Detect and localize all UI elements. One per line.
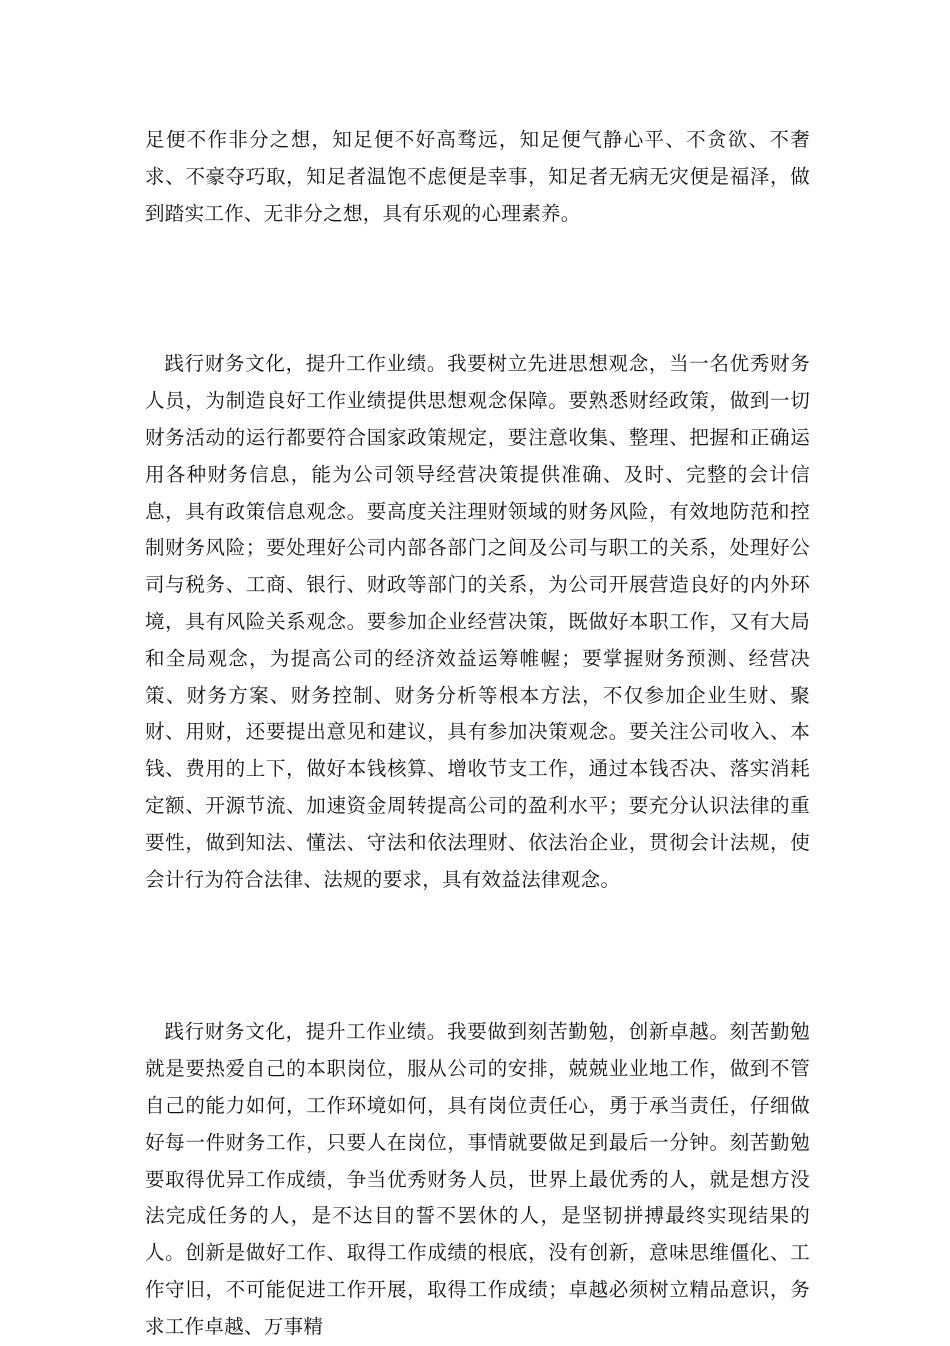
document-body: [145, 122, 810, 1346]
paragraph-1: 足便不作非分之想，知足便不好高骛远，知足便气静心平、不贪欲、不奢求、不豪夺巧取，知足者温饱不虑便是幸事，知足者无病无灾便是福泽，做到踏实工作、无非分之想，具有乐观的心理素养。: [145, 128, 810, 225]
paragraph-3: 践行财务文化，提升工作业绩。我要做到刻苦勤勉，创新卓越。刻苦勤勉就是要热爱自己的本职岗位，服从公司的安排，兢兢业业地工作，做到不管自己的能力如何，工作环境如何，具有岗位责任心，勇于承当责任，仔细做好每一件财务工作，只要人在岗位，事情就要做足到最后一分钟。刻苦勤勉要取得优异工作成绩，争当优秀财务人员，世界上最优秀的人，就是想方没法完成任务的人，是不达目的誓不罢休的人，是坚韧拼搏最终实现结果的人。创新是做好工作、取得工作成绩的根底，没有创新，意味思维僵化、工作守旧，不可能促进工作开展，取得工作成绩；卓越必须树立精品意识，务求工作卓越、万事精: [145, 1020, 810, 1338]
paragraph-2: 践行财务文化，提升工作业绩。我要树立先进思想观念，当一名优秀财务人员，为制造良好工作业绩提供思想观念保障。要熟悉财经政策，做到一切财务活动的运行都要符合国家政策规定，要注意收集、整理、把握和正确运用各种财务信息，能为公司领导经营决策提供准确、及时、完整的会计信息，具有政策信息观念。要高度关注理财领域的财务风险，有效地防范和控制财务风险；要处理好公司内部各部门之间及公司与职工的关系，处理好公司与税务、工商、银行、财政等部门的关系，为公司开展营造良好的内外环境，具有风险关系观念。要参加企业经营决策，既做好本职工作，又有大局和全局观念，为提高公司的经济效益运筹帷幄；要掌握财务预测、经营决策、财务方案、财务控制、财务分析等根本方法，不仅参加企业生财、聚财、用财，还要提出意见和建议，具有参加决策观念。要关注公司收入、本钱、费用的上下，做好本钱核算、增收节支工作，通过本钱否决、落实消耗定额、开源节流、加速资金周转提高公司的盈利水平；要充分认识法律的重要性，做到知法、懂法、守法和依法理财、依法治企业，贯彻会计法规，使会计行为符合法律、法规的要求，具有效益法律观念。: [145, 352, 810, 891]
paragraph-spacer: [145, 232, 810, 346]
paragraph-spacer: [145, 898, 810, 1014]
